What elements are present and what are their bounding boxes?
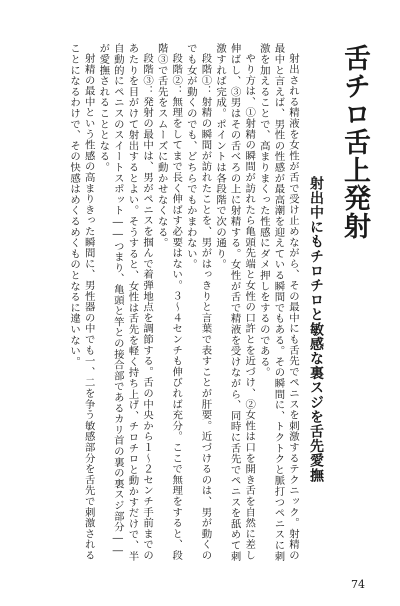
body-text <box>58 43 300 565</box>
page-number: 74 <box>351 578 365 591</box>
paragraph: 射精の最中という性感の高まりきった瞬間に、男性器の中でも一、二を争う敏感部分を舌先で刺激されることになるわけで、その快感はめくるめくものとなるに違いない。 <box>68 43 95 561</box>
paragraph: 段階②：無理をしてまで長く伸ばす必要はない。３〜４センチも伸びれば充分。ここで無理をすると、段階③で舌先をスムーズに動かせなくなる。 <box>155 43 183 561</box>
paragraph: 射出される精液を女性が舌で受け止めながら、その最中にも舌先でペニスを刺激するテクニック。射精の最中と言えば、男性の性感が最高潮を迎えている瞬間でもある。その瞬間に、トクトクと脈打つペニスに刺激を加えることで、高まりまくった性感にダメ押しをするのである。 <box>257 43 299 562</box>
paragraph: 段階③：発射の最中は、男がペニスを掴んで着弾地点を調節する。舌の中央から１〜２センチ手前までのあたりを目がけて射出するとよい。そうすると、女性は舌先を軽く持ち上げ、チロチロと動かすだけで、半自動的にペニスのスイートスポット――つまり、亀頭と竿との接合部であるカリ首の裏の裏スジ部分――が愛撫されることとなる。 <box>97 43 154 562</box>
paragraph: やり方は、①射精の瞬間が訪れたら亀頭先端と女性の口許とを近づけ、②女性は口を開き舌を自然に差し伸ばし、③男はその舌べろの上に射精する。女性が舌で精液を受けながら、同時に舌先でペニスを舐めて刺激すれば完成。ポイントは各段階で次の通り。 <box>214 43 256 562</box>
paragraph: 段階①：射精の瞬間が訪れたことを、男がはっきりと言葉で表すことが肝要。近づけるのは、男が動くのでも女が動くのでも、どちらでもかまわない。 <box>184 43 212 561</box>
section-subtitle: 射出中にもチロチロと敏感な裏スジを舌先愛撫 <box>308 176 324 483</box>
section-title: 舌チロ舌上発射 <box>339 44 370 240</box>
